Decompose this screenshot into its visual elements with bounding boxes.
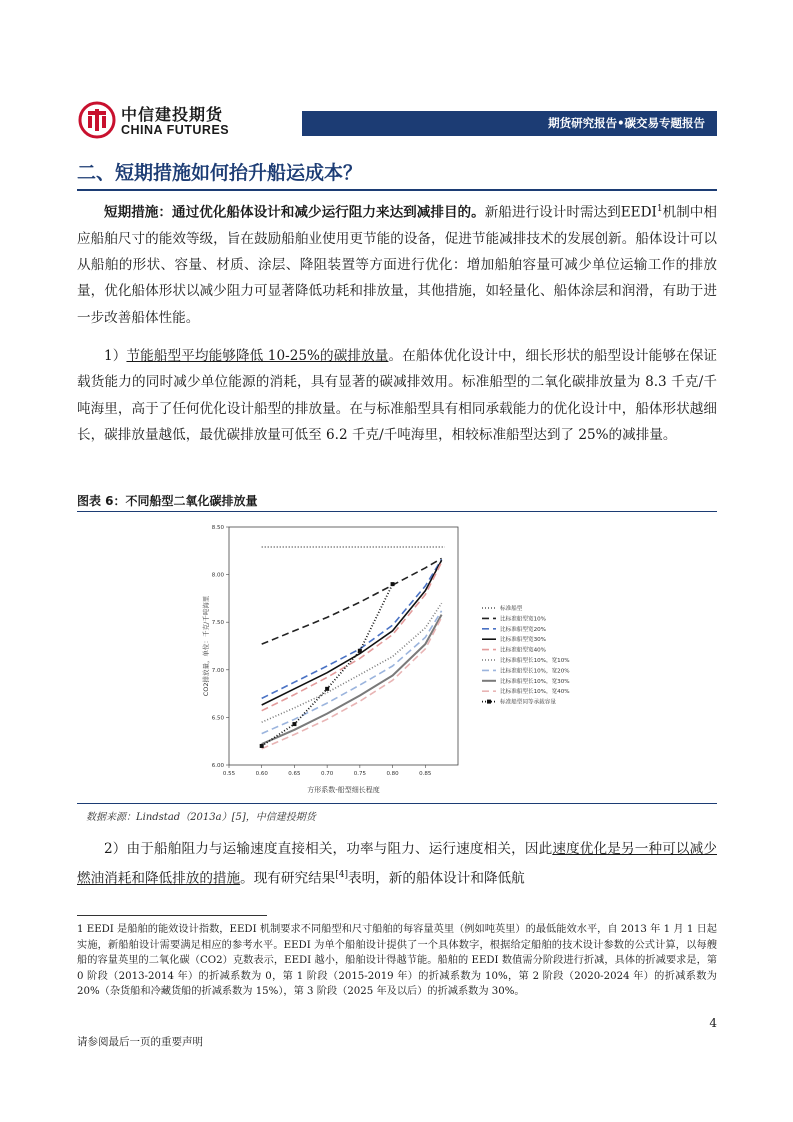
series-line-6: [262, 611, 442, 734]
section-title: 二、短期措施如何抬升船运成本？: [77, 162, 363, 184]
paragraph-text: 。现有研究结果: [240, 870, 336, 887]
y-tick-label: 8.00: [211, 572, 224, 579]
legend-entry: 比标准船型宽10%: [500, 616, 546, 623]
x-tick-label: 0.80: [386, 771, 399, 777]
chart-axes: [201, 525, 458, 794]
legend-entry: 比标准船型长10%，宽10%: [500, 658, 570, 664]
paragraph-text: 2）由于船舶阻力与运输速度直接相关，功率与阻力、运行速度相关，因此: [104, 841, 553, 857]
paragraph-short-term-measures: [77, 196, 717, 331]
legend-entry: 比标准船型宽40%: [500, 647, 546, 654]
series-point: [292, 722, 296, 726]
x-tick-label: 0.60: [255, 771, 268, 777]
china-futures-logo-icon: [78, 101, 116, 139]
series-point: [391, 582, 395, 586]
paragraph-text: 表明，新的船体设计和降低航: [348, 870, 525, 887]
paragraph-text: 机制中相应船舶尺寸的能效等级，旨在鼓励船舶业使用更节能的设备，促进节能减排技术的发展创新。船体设计可以从船舶的形状、容量、材质、涂层、降阻装置等方面进行优化：增加船舶容量可减少单位运输工作的排放量，优化船体形状以减少阻力可显著降低功耗和排放量，其他措施，如轻量化、船体涂层和润滑，有助于进一步改善船体性能。: [77, 204, 718, 326]
figure-top-rule: [77, 511, 717, 512]
series-point: [260, 744, 264, 748]
paragraph-energy-saving-hull: [77, 343, 717, 448]
series-point: [325, 687, 329, 691]
series-line-3: [262, 560, 442, 705]
legend-entry: 比标准船型长10%，宽40%: [500, 689, 570, 696]
x-tick-label: 0.55: [222, 771, 236, 777]
figure-source: 数据来源：Lindstad（2013a）[5]，中信建投期货: [86, 812, 316, 823]
disclaimer-note: 请参阅最后一页的重要声明: [77, 1036, 203, 1048]
key-finding: 速度优化是另一种可以减少燃油消耗和降低排放的措施: [77, 841, 717, 887]
legend-entry: 比标准船型宽20%: [500, 626, 546, 633]
series-point: [358, 649, 362, 653]
y-tick-label: 7.00: [211, 667, 224, 674]
x-tick-label: 0.70: [321, 771, 334, 777]
paragraph-speed-optimization: [77, 836, 717, 892]
footnote-eedi: 1 EEDI 是船舶的能效设计指数，EEDI 机制要求不同船型和尺寸船舶的每容量英里（例如吨英里）的最低能效水平，自 2013 年 1 月 1 日起实施，新船舶设计需要满足相应的参考水平。EEDI 为单个船舶设计提供了一个具体数字，根据给定船舶的技术设计参数的公式计算，以每艘船的容量英里的二氧化碳（CO2）克数表示，EEDI 越小，船舶设计得越节能。船舶的 EEDI 数值需分阶段进行折减，具体的折减要求是，第 0 阶段（2013-2014 年）的折减系数为 0，第 1 阶段（2015-2019 年）的折减系数为 10%，第 2 阶段（2020-2024 年）的折减系数为 20%（杂货船和冷藏货船的折减系数为 15%），第 3 阶段（2025 年及以后）的折减系数为 30%。: [77, 924, 717, 998]
footnote-rule: [77, 915, 267, 916]
logo-english-name: CHINA FUTURES: [121, 123, 230, 137]
legend-entry: 标准船型同等承载容量: [500, 699, 556, 706]
y-tick-label: 6.50: [211, 715, 224, 722]
paragraph-text: 新船进行设计时需达到EEDI: [484, 204, 657, 221]
x-axis-label: 方形系数-船型细长程度: [307, 786, 380, 794]
report-type-bar: [302, 111, 717, 136]
y-tick-label: 6.00: [211, 763, 224, 769]
figure-bottom-rule: [77, 803, 717, 804]
reference-ref[interactable]: [4]: [335, 870, 349, 881]
list-number: 1）: [104, 348, 127, 364]
y-axis-label: CO2排放量，单位：千克/千吨海里: [202, 595, 210, 697]
y-tick-label: 8.50: [211, 525, 224, 531]
chart-series: [260, 547, 445, 749]
series-line-1: [262, 558, 442, 644]
logo-chinese-name: 中信建投期货: [121, 105, 224, 124]
series-line-9: [262, 584, 393, 746]
series-line-2: [262, 559, 442, 698]
legend-entry: 比标准船型长10%，宽20%: [500, 668, 570, 675]
key-finding: 节能船型平均能够降低 10-25%的碳排放量: [126, 348, 389, 364]
legend-entry: 比标准船型宽30%: [500, 637, 546, 644]
title-divider: [77, 189, 717, 191]
report-type-label: 期货研究报告•碳交易专题报告: [548, 116, 705, 130]
series-line-4: [262, 562, 442, 711]
y-tick-label: 7.50: [211, 620, 224, 627]
page-number: 4: [709, 1016, 717, 1030]
figure-label: 图表 6：不同船型二氧化碳排放量: [77, 494, 258, 508]
x-tick-label: 0.85: [419, 771, 432, 777]
chart-legend: [482, 604, 570, 706]
co2-emission-chart: [200, 515, 600, 800]
legend-entry: 比标准船型长10%，宽30%: [500, 678, 570, 685]
x-tick-label: 0.65: [288, 771, 301, 777]
x-tick-label: 0.75: [353, 771, 366, 777]
lead-sentence: 短期措施：通过优化船体设计和减少运行阻力来达到减排目的。: [104, 204, 485, 221]
legend-entry: 标准船型: [500, 606, 523, 612]
legend-marker: [487, 700, 491, 704]
series-line-8: [262, 617, 442, 748]
paragraph-text: 。在船体优化设计中，细长形状的船型设计能够在保证载货能力的同时减少单位能源的消耗，具有显著的碳减排效用。标准船型的二氧化碳排放量为 8.3 千克/千吨海里，高于了任何优化设计船型的排放量。在与标准船型具有相同承载能力的优化设计中，船体形状越细长，碳排放量越低，最优碳排放量可低至 6.2 千克/千吨海里，相较标准船型达到了 25%的减排量。: [77, 348, 717, 443]
footnote-ref[interactable]: 1: [656, 204, 663, 214]
